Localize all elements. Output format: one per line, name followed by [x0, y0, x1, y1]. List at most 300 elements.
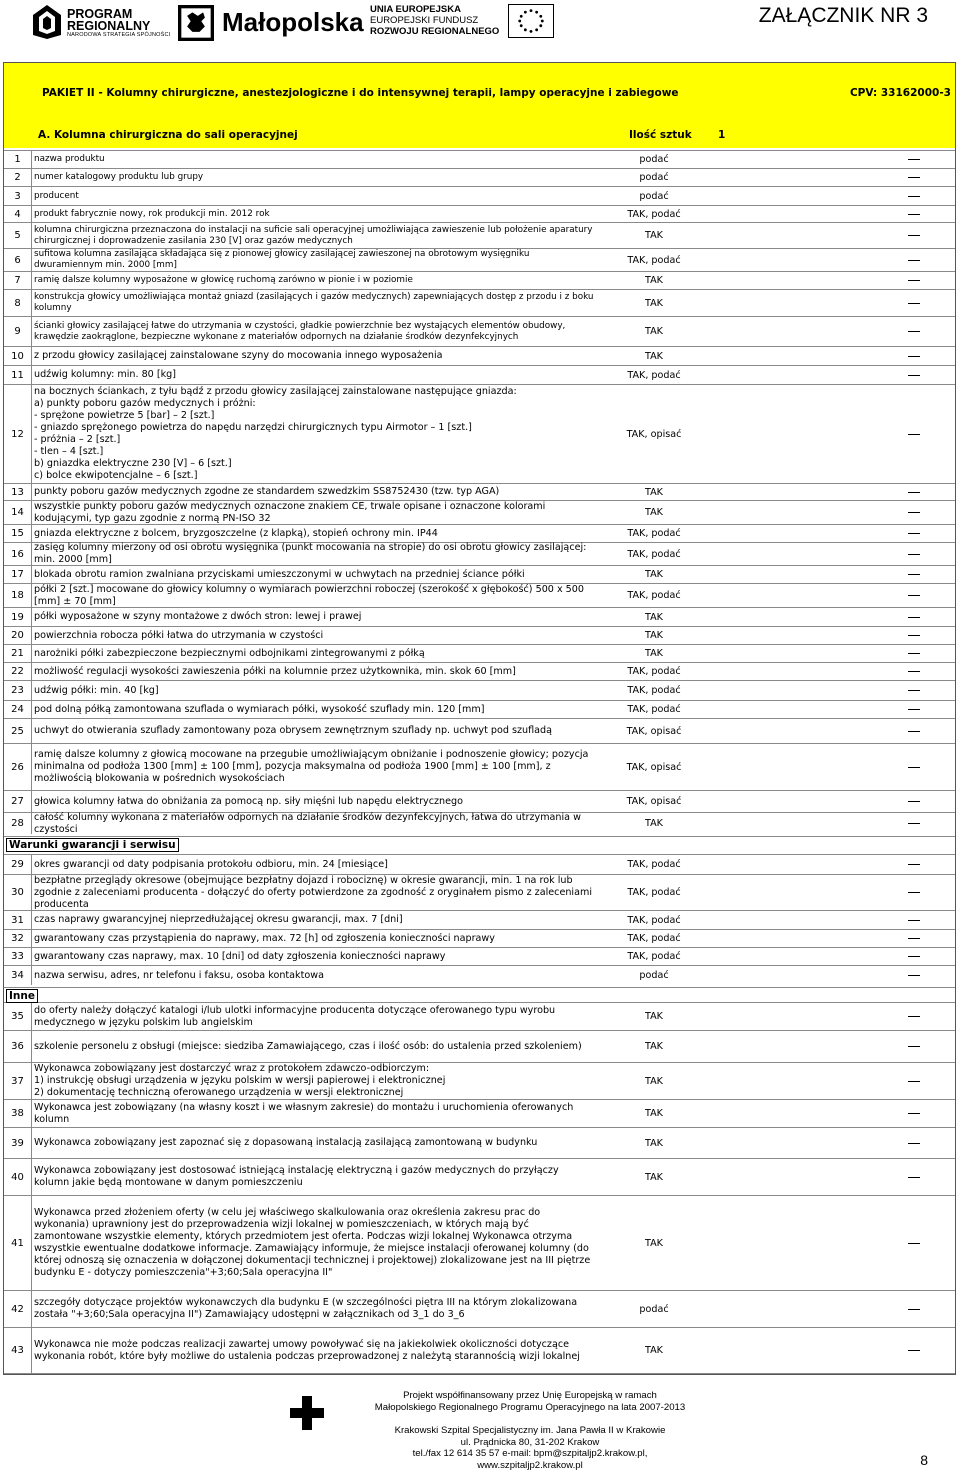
- row-answer-field[interactable]: [884, 1328, 944, 1373]
- package-banner: [4, 63, 955, 148]
- row-number: 37: [4, 1063, 32, 1099]
- table-row: [4, 874, 955, 910]
- answer-dash: [908, 617, 920, 618]
- row-description: [34, 223, 594, 248]
- row-description-text: produkt fabrycznie nowy, rok produkcji min. 2012 rok: [34, 208, 270, 219]
- row-number: 10: [4, 347, 32, 365]
- section-warranty: [4, 836, 955, 852]
- row-answer-field[interactable]: [884, 1159, 944, 1195]
- table-row: [4, 1030, 955, 1062]
- footer-line5: tel./fax 12 614 35 57 e-mail: bpm@szpitaljp2.krakow.pl, www.szpitaljp2.krakow.pl: [412, 1448, 648, 1471]
- answer-dash: [908, 280, 920, 281]
- row-number: 29: [4, 855, 32, 874]
- row-number: 12: [4, 385, 32, 483]
- row-requirement: TAK, podać: [627, 208, 681, 220]
- row-description-text: Wykonawca zobowiązany jest zapoznać się z dopasowaną instalacją zasilającą zamontowaną w budynku: [34, 1137, 538, 1148]
- row-requirement: TAK: [645, 486, 663, 498]
- row-requirement: TAK: [645, 648, 663, 659]
- table-row: [4, 583, 955, 607]
- row-answer-field[interactable]: [884, 627, 944, 644]
- program-regionalny-icon: [33, 5, 61, 39]
- logo2-text: Małopolska: [222, 7, 364, 37]
- row-number: 34: [4, 966, 32, 985]
- row-description-text: narożniki półki zabezpieczone bezpiecznymi odbojnikami zintegrowanymi z półką: [34, 647, 425, 659]
- answer-dash: [908, 159, 920, 160]
- row-description: [34, 1328, 594, 1373]
- row-description-text: udźwig kolumny: min. 80 [kg]: [34, 369, 176, 380]
- eu-logo: [370, 4, 560, 44]
- row-number: 6: [4, 249, 32, 271]
- answer-dash: [908, 892, 920, 893]
- row-answer-field[interactable]: [884, 719, 944, 743]
- row-answer-field[interactable]: [884, 855, 944, 874]
- row-description-text: nazwa serwisu, adres, nr telefonu i faksu, osoba kontaktowa: [34, 969, 324, 981]
- footer-line3: Krakowski Szpital Specjalistyczny im. Jana Pawła II w Krakowie: [394, 1425, 666, 1436]
- row-requirement: podać: [639, 190, 669, 202]
- row-answer-field[interactable]: [884, 645, 944, 662]
- row-answer-field[interactable]: [884, 290, 944, 316]
- answer-dash: [908, 956, 920, 957]
- row-number: 43: [4, 1328, 32, 1373]
- row-description-text: na bocznych ściankach, z tyłu bądź z przodu głowicy zasilającej zainstalowane następujące gniazda: a) punkty poboru gazów medycznych i próżni: - sprężone powietrze 5 [bar] – 2 [szt.] - gniazdo sprężonego powietrza do napędu narzędzi chirurgicznych typu Airmotor – 1 [szt.] - próżnia – 2 [szt.] - tlen – 4 [szt.] b) gniazdka elektryczne 230 [V] – 6 [szt.] c) bolce ekwipotencjalne – 6 [szt.]: [34, 386, 517, 481]
- logo3-line2: EUROPEJSKI FUNDUSZ: [370, 15, 479, 26]
- row-description: [34, 948, 594, 965]
- row-description-text: uchwyt do otwierania szuflady zamontowany poza obrysem zewnętrznym szuflady np. uchwyt pod szufladą: [34, 725, 553, 736]
- row-description-text: Wykonawca nie może podczas realizacji zawartej umowy powoływać się na jakiekolwiek okoliczności dotyczące wykonania robót, które były możliwe do ustalenia podczas przeprowadzonej z należytą starannością wizji lokalnej: [34, 1338, 580, 1362]
- table-row: [4, 1290, 955, 1327]
- row-answer-field[interactable]: [884, 317, 944, 346]
- row-number: 5: [4, 223, 32, 248]
- answer-dash: [908, 731, 920, 732]
- table-row: [4, 1127, 955, 1158]
- answer-dash: [908, 767, 920, 768]
- hospital-cross-icon: [290, 1396, 324, 1430]
- row-description-text: możliwość regulacji wysokości zawieszenia półki na kolumnie przez użytkownika, min. skok 60 [mm]: [34, 665, 516, 677]
- row-requirement: TAK: [645, 569, 663, 580]
- row-requirement: TAK: [645, 1171, 663, 1183]
- row-answer-field[interactable]: [884, 584, 944, 607]
- row-number: 1: [4, 151, 32, 168]
- row-description-text: ramię dalsze kolumny z głowicą mocowane na przegubie umożliwiającym obniżanie i podnoszenie głowicy; pozycja minimalna od podłoża 1300 [mm] ± 100 [mm], pozycja maksymalna od podłoża 1900 [mm] ± 100 [mm], z możliwością blokowania w pośrednich wysokościach: [34, 749, 589, 784]
- answer-dash: [908, 653, 920, 654]
- package-title: PAKIET II - Kolumny chirurgiczne, anestezjologiczne i do intensywnej terapii, lampy operacyjne i zabiegowe: [42, 87, 679, 99]
- row-number: 28: [4, 813, 32, 834]
- row-answer-field[interactable]: [884, 1100, 944, 1127]
- answer-dash: [908, 574, 920, 575]
- row-requirement: TAK, opisać: [626, 761, 682, 773]
- row-requirement: TAK, podać: [627, 859, 681, 870]
- row-description: [34, 484, 594, 500]
- row-description: [34, 169, 594, 186]
- row-description: [34, 366, 594, 384]
- row-description: [34, 501, 594, 524]
- table-row: [4, 186, 955, 205]
- row-description-text: Wykonawca przed złożeniem oferty (w celu jej właściwego skalkulowania oraz określenia zakresu prac do wykonania) uprawniony jest do przeprowadzenia wizji lokalnej w pomieszczeniach, w których mają być zamontowane wszystkie elementy, których przedmiotem jest oferta. Podczas wizji lokalnej Wykonawca otrzyma wszystkie ewentualne dodatkowe informacje. Zamawiający informuje, że miejsce instalacji oferowanej kolumny (do której odnoszą się oznaczenia w dołączonej dokumentacji technicznej i projektowej) zlokalizowane jest na III piętrze budynku E - dotyczy pomieszczenia"+3;60;Sala operacyjna II": [34, 1207, 591, 1278]
- row-answer-field[interactable]: [884, 525, 944, 542]
- table-row: [4, 1195, 955, 1290]
- logo1-line1: PROGRAM: [67, 7, 133, 21]
- table-row: [4, 365, 955, 384]
- answer-dash: [908, 235, 920, 236]
- row-answer-field[interactable]: [884, 566, 944, 583]
- table-row: [4, 205, 955, 222]
- answer-dash: [908, 864, 920, 865]
- row-requirement: TAK, podać: [627, 548, 681, 560]
- row-requirement: TAK: [645, 1075, 663, 1087]
- row-requirement: TAK, podać: [627, 369, 681, 381]
- row-description: [34, 1196, 594, 1290]
- answer-dash: [908, 1016, 920, 1017]
- row-requirement: TAK, podać: [627, 685, 681, 696]
- row-requirement: TAK, podać: [627, 528, 681, 539]
- row-number: 4: [4, 206, 32, 222]
- answer-dash: [908, 1243, 920, 1244]
- footer-line4: ul. Prądnicka 80, 31-202 Krakow: [460, 1436, 600, 1448]
- row-description-text: z przodu głowicy zasilającej zainstalowane szyny do mocowania innego wyposażenia: [34, 350, 443, 361]
- table-row: [4, 316, 955, 346]
- row-number: 38: [4, 1100, 32, 1127]
- table-row: [4, 271, 955, 289]
- row-number: 39: [4, 1128, 32, 1158]
- answer-dash: [908, 671, 920, 672]
- row-answer-field[interactable]: [884, 701, 944, 718]
- row-description-text: zasięg kolumny mierzony od osi obrotu wysięgnika (punkt mocowania na stropie) do osi obrotu głowicy zasilającej: min. 2000 [mm]: [34, 542, 587, 565]
- row-number: 9: [4, 317, 32, 346]
- row-answer-field[interactable]: [884, 501, 944, 524]
- row-number: 31: [4, 911, 32, 929]
- row-answer-field[interactable]: [884, 813, 944, 834]
- row-description: [34, 663, 594, 680]
- row-description: [34, 911, 594, 929]
- table-row: [4, 150, 955, 168]
- table-row: [4, 607, 955, 626]
- answer-dash: [908, 331, 920, 332]
- row-requirement: TAK: [645, 611, 663, 623]
- table-row: [4, 289, 955, 316]
- table-row: [4, 662, 955, 680]
- row-description-text: blokada obrotu ramion zwalniana przyciskami umieszczonymi w uchwytach na przedniej ściance półki: [34, 568, 525, 580]
- row-description: [34, 187, 594, 205]
- row-answer-field[interactable]: [884, 1291, 944, 1327]
- row-requirement: TAK: [645, 230, 663, 241]
- row-description-text: Wykonawca zobowiązany jest dostarczyć wraz z protokołem zdawczo-odbiorczym: 1) instrukcję obsługi urządzenia w języku polskim w wersji papierowej i elektronicznej 2) dokumentację techniczną oferowanego urządzenia w wersji elektronicznej: [34, 1063, 446, 1098]
- answer-dash: [908, 801, 920, 802]
- row-answer-field[interactable]: [884, 1031, 944, 1062]
- row-answer-field[interactable]: [884, 385, 944, 483]
- footer-text: [360, 1390, 700, 1471]
- row-description: [34, 347, 594, 365]
- row-description: [34, 719, 594, 743]
- row-answer-field[interactable]: [884, 930, 944, 947]
- row-description-text: szczegóły dotyczące projektów wykonawczych dla budynku E (w szczególności piętra III na którym zlokalizowana została "+3;60;Sala operacyjna II") Zamawiający udostępni w załącznikach od 3_1 do 3_6: [34, 1297, 578, 1320]
- answer-dash: [908, 177, 920, 178]
- section-title: A. Kolumna chirurgiczna do sali operacyjnej: [38, 129, 298, 141]
- page-number: 8: [920, 1452, 928, 1468]
- table-row: [4, 565, 955, 583]
- row-answer-field[interactable]: [884, 1063, 944, 1099]
- row-answer-field[interactable]: [884, 169, 944, 186]
- row-description: [34, 701, 594, 718]
- row-description: [34, 1100, 594, 1127]
- answer-dash: [908, 595, 920, 596]
- row-number: 21: [4, 645, 32, 662]
- row-description: [34, 681, 594, 700]
- row-answer-field[interactable]: [884, 1003, 944, 1030]
- row-requirement: TAK: [645, 1237, 663, 1249]
- row-description: [34, 151, 594, 168]
- answer-dash: [908, 434, 920, 435]
- row-description: [34, 791, 594, 812]
- table-row: [4, 1099, 955, 1127]
- row-answer-field[interactable]: [884, 966, 944, 985]
- row-requirement: TAK: [645, 630, 663, 641]
- table-row: [4, 222, 955, 248]
- row-requirement: podać: [639, 1303, 669, 1315]
- row-description-text: powierzchnia robocza półki łatwa do utrzymania w czystości: [34, 629, 324, 641]
- row-requirement: TAK, podać: [627, 666, 681, 677]
- answer-dash: [908, 196, 920, 197]
- answer-dash: [908, 709, 920, 710]
- logo1-line2: REGIONALNY: [67, 19, 151, 33]
- row-description-text: gwarantowany czas przystąpienia do naprawy, max. 72 [h] od zgłoszenia konieczności naprawy: [34, 932, 495, 944]
- row-number: 36: [4, 1031, 32, 1062]
- logo1-subtitle: NARODOWA STRATEGIA SPÓJNOŚCI: [67, 32, 171, 38]
- table-row: [4, 1062, 955, 1099]
- row-description-text: ramię dalsze kolumny wyposażone w głowicę ruchomą zarówno w pionie i w poziomie: [34, 275, 413, 285]
- row-answer-field[interactable]: [884, 206, 944, 222]
- row-description: [34, 206, 594, 222]
- row-answer-field[interactable]: [884, 543, 944, 565]
- table-row: [4, 1327, 955, 1373]
- footer-line2: Małopolskiego Regionalnego Programu Operacyjnego na lata 2007-2013: [374, 1401, 686, 1413]
- header-logos: [0, 0, 960, 50]
- row-description: [34, 249, 594, 271]
- row-description: [34, 1003, 594, 1030]
- table-row: [4, 626, 955, 644]
- row-requirement: TAK: [645, 326, 663, 337]
- table-row: [4, 790, 955, 812]
- row-number: 23: [4, 681, 32, 700]
- row-description-text: gwarantowany czas naprawy, max. 10 [dni] od daty zgłoszenia konieczności naprawy: [34, 950, 446, 962]
- row-requirement: podać: [639, 970, 669, 981]
- row-answer-field[interactable]: [884, 791, 944, 812]
- table-row: [4, 168, 955, 186]
- row-requirement: TAK, opisać: [626, 725, 682, 737]
- row-number: 16: [4, 543, 32, 565]
- answer-dash: [908, 533, 920, 534]
- row-requirement: TAK, podać: [627, 914, 681, 926]
- row-description: [34, 1128, 594, 1158]
- row-description-text: okres gwarancji od daty podpisania protokołu odbioru, min. 24 [miesiące]: [34, 858, 388, 870]
- row-description: [34, 272, 594, 289]
- row-description: [34, 930, 594, 947]
- row-number: 17: [4, 566, 32, 583]
- row-description: [34, 627, 594, 644]
- quantity-value: 1: [718, 129, 726, 141]
- row-description-text: sufitowa kolumna zasilająca składająca się z pionowej głowicy zasilającej zawieszonej na obrotowym wysięgniku dwuramiennym min. 2000 [mm]: [34, 249, 530, 270]
- row-description-text: numer katalogowy produktu lub grupy: [34, 172, 204, 182]
- table-row: [4, 965, 955, 985]
- row-description-text: czas naprawy gwarancyjnej nieprzedłużającej okresu gwarancji, max. 7 [dni]: [34, 914, 403, 925]
- table-row: [4, 854, 955, 874]
- table-bottom-border: [4, 1373, 955, 1374]
- answer-dash: [908, 375, 920, 376]
- answer-dash: [908, 303, 920, 304]
- logo3-line1: UNIA EUROPEJSKA: [370, 4, 461, 15]
- row-requirement: podać: [639, 172, 669, 183]
- row-description-text: kolumna chirurgiczna przeznaczona do instalacji na suficie sali operacyjnej umożliwiająca zawieszenie lub położenie aparatury chirurgicznej i doprowadzenie zasilania 230 [V] oraz gazów medycznych: [34, 224, 593, 246]
- row-answer-field[interactable]: [884, 249, 944, 271]
- row-requirement: TAK: [645, 1041, 663, 1052]
- row-requirement: TAK: [645, 818, 663, 829]
- row-answer-field[interactable]: [884, 663, 944, 680]
- table-row: [4, 812, 955, 834]
- row-answer-field[interactable]: [884, 875, 944, 910]
- row-number: 13: [4, 484, 32, 500]
- row-number: 30: [4, 875, 32, 910]
- row-answer-field[interactable]: [884, 272, 944, 289]
- row-number: 42: [4, 1291, 32, 1327]
- row-description-text: do oferty należy dołączyć katalogi i/lub ulotki informacyjne producenta dotyczące oferowanego typu wyrobu medycznego w języku polskim lub angielskim: [34, 1004, 556, 1028]
- answer-dash: [908, 1113, 920, 1114]
- row-description-text: ścianki głowicy zasilającej łatwe do utrzymania w czystości, gładkie powierzchnie bez wystających elementów obudowy, krawędzie zaokrąglone, bezpieczne wykonane z materiałów odpornych na działanie środków dezynfekcyjnych: [34, 320, 566, 342]
- row-answer-field[interactable]: [884, 681, 944, 700]
- table-row: [4, 542, 955, 565]
- row-number: 15: [4, 525, 32, 542]
- row-requirement: TAK: [645, 1137, 663, 1149]
- row-answer-field[interactable]: [884, 223, 944, 248]
- row-number: 20: [4, 627, 32, 644]
- answer-dash: [908, 1046, 920, 1047]
- row-number: 26: [4, 744, 32, 790]
- malopolska-logo: [178, 5, 364, 43]
- row-requirement: TAK, podać: [627, 590, 681, 601]
- row-description-text: producent: [34, 190, 79, 201]
- row-answer-field[interactable]: [884, 484, 944, 500]
- row-answer-field[interactable]: [884, 347, 944, 365]
- eu-flag-icon: [508, 4, 554, 38]
- section-other-label: Inne: [6, 989, 38, 1003]
- row-description-text: bezpłatne przeglądy okresowe (obejmujące bezpłatny dojazd i robociznę) w okresie gwarancji, min. 1 na rok lub zgodnie z zaleceniami producenta - dołączyć do oferty potwierdzone za zgodność z oryginałem pismo z zaleceniami producenta: [34, 874, 592, 910]
- answer-dash: [908, 690, 920, 691]
- row-description-text: udźwig półki: min. 40 [kg]: [34, 684, 159, 696]
- row-requirement: podać: [639, 154, 669, 165]
- row-number: 33: [4, 948, 32, 965]
- row-requirement: TAK, podać: [627, 887, 681, 898]
- row-answer-field[interactable]: [884, 187, 944, 205]
- table-row: [4, 500, 955, 524]
- table-row: [4, 947, 955, 965]
- answer-dash: [908, 938, 920, 939]
- row-number: 7: [4, 272, 32, 289]
- answer-dash: [908, 920, 920, 921]
- answer-dash: [908, 492, 920, 493]
- row-number: 11: [4, 366, 32, 384]
- answer-dash: [908, 823, 920, 824]
- row-answer-field[interactable]: [884, 151, 944, 168]
- row-answer-field[interactable]: [884, 948, 944, 965]
- row-requirement: TAK, podać: [627, 704, 681, 715]
- row-requirement: TAK: [645, 1108, 663, 1119]
- row-number: 22: [4, 663, 32, 680]
- row-requirement: TAK: [645, 1345, 663, 1356]
- answer-dash: [908, 1177, 920, 1178]
- row-number: 27: [4, 791, 32, 812]
- row-answer-field[interactable]: [884, 1128, 944, 1158]
- row-description: [34, 317, 594, 346]
- table-row: [4, 680, 955, 700]
- table-row: [4, 524, 955, 542]
- row-description: [34, 1063, 594, 1099]
- table-row: [4, 718, 955, 743]
- row-description: [34, 543, 594, 565]
- row-description: [34, 1031, 594, 1062]
- row-description-text: Wykonawca jest zobowiązany (na własny koszt i we własnym zakresie) do montażu i uruchomienia oferowanych kolumn: [34, 1101, 574, 1125]
- row-requirement: TAK: [645, 350, 663, 362]
- row-answer-field[interactable]: [884, 911, 944, 929]
- cpv-code: CPV: 33162000-3: [849, 87, 951, 99]
- logo3-line3: ROZWOJU REGIONALNEGO: [370, 26, 500, 37]
- row-requirement: TAK: [645, 1011, 663, 1022]
- row-requirement: TAK, opisać: [626, 428, 682, 440]
- row-answer-field[interactable]: [884, 1196, 944, 1290]
- row-description: [34, 385, 594, 483]
- answer-dash: [908, 1143, 920, 1144]
- table-row: [4, 346, 955, 365]
- row-number: 40: [4, 1159, 32, 1195]
- row-answer-field[interactable]: [884, 608, 944, 626]
- row-requirement: TAK, podać: [627, 254, 681, 266]
- row-description-text: nazwa produktu: [34, 154, 105, 164]
- row-number: 35: [4, 1003, 32, 1030]
- answer-dash: [908, 214, 920, 215]
- row-answer-field[interactable]: [884, 366, 944, 384]
- table-row: [4, 644, 955, 662]
- row-description-text: gniazda elektryczne z bolcem, bryzgoszczelne (z klapką), stopień ochrony min. IP44: [34, 527, 438, 539]
- row-description: [34, 855, 594, 874]
- row-description: [34, 875, 594, 910]
- row-description-text: wszystkie punkty poboru gazów medycznych oznaczone znakiem CE, trwale opisane i oznaczone kolorami kodującymi, typ gazu zgodnie z normą PN-ISO 32: [34, 500, 546, 524]
- row-requirement: TAK: [645, 297, 663, 309]
- row-description: [34, 813, 594, 834]
- row-number: 19: [4, 608, 32, 626]
- table-row: [4, 1002, 955, 1030]
- row-number: 3: [4, 187, 32, 205]
- row-requirement: TAK, podać: [627, 933, 681, 944]
- program-regionalny-logo: [33, 5, 173, 43]
- attachment-label: ZAŁĄCZNIK NR 3: [758, 4, 928, 27]
- answer-dash: [908, 260, 920, 261]
- row-answer-field[interactable]: [884, 744, 944, 790]
- row-requirement: TAK, podać: [627, 951, 681, 962]
- row-description-text: głowica kolumny łatwa do obniżania za pomocą np. siły mięśni lub napędu elektrycznego: [34, 795, 463, 807]
- row-description: [34, 1291, 594, 1327]
- row-description: [34, 966, 594, 985]
- table-row: [4, 910, 955, 929]
- row-requirement: TAK: [645, 507, 663, 518]
- row-requirement: TAK: [645, 275, 663, 286]
- table-row: [4, 700, 955, 718]
- answer-dash: [908, 975, 920, 976]
- table-row: [4, 248, 955, 271]
- table-row: [4, 929, 955, 947]
- row-description-text: półki 2 [szt.] mocowane do głowicy kolumny o wymiarach powierzchni roboczej (szerokość x głębokość) 500 x 500 [mm] ± 70 [mm]: [34, 583, 584, 607]
- answer-dash: [908, 635, 920, 636]
- row-description-text: konstrukcja głowicy umożliwiająca montaż gniazd (zasilających i gazów medycznych) zapewniających dostęp z przodu i z boku kolumny: [34, 292, 594, 313]
- row-number: 2: [4, 169, 32, 186]
- row-description: [34, 584, 594, 607]
- row-number: 32: [4, 930, 32, 947]
